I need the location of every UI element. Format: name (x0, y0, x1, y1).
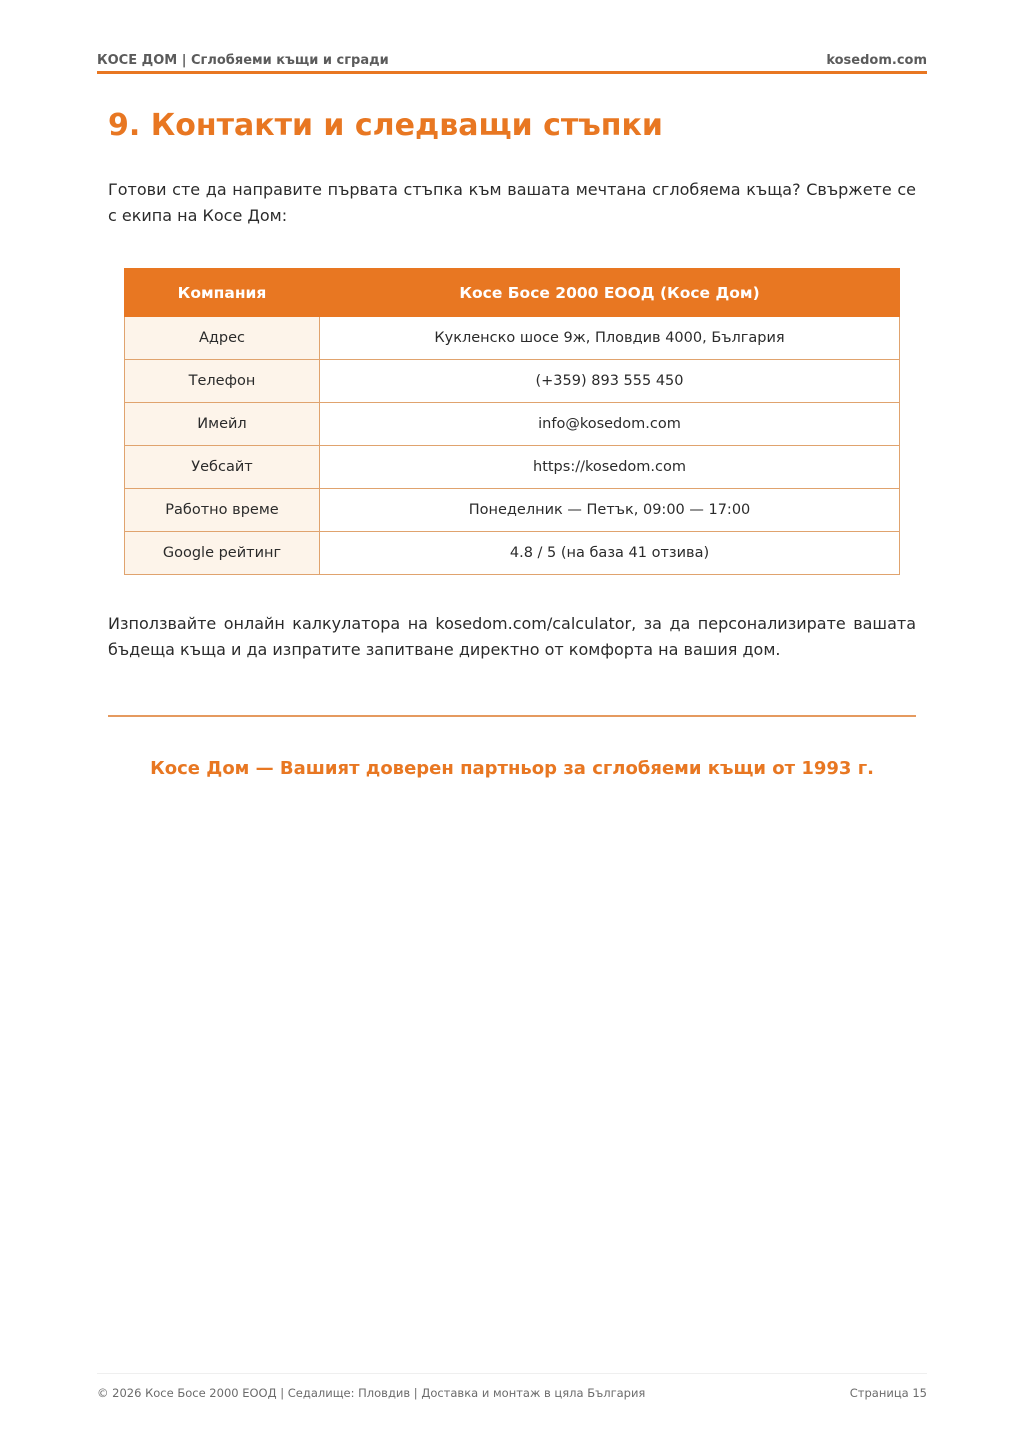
table-row (125, 403, 900, 446)
page-number: Страница 15 (849, 1386, 927, 1400)
section-divider (108, 715, 916, 717)
table-row (125, 360, 900, 403)
page-header (97, 49, 927, 71)
row-label: Работно време (125, 489, 320, 532)
footer-copyright: © 2026 Косе Босе 2000 ЕООД | Седалище: Пловдив | Доставка и монтаж в цяла България (97, 1386, 646, 1400)
table-row (125, 446, 900, 489)
table-header-label: Компания (125, 269, 320, 317)
row-label: Имейл (125, 403, 320, 446)
row-value: https://kosedom.com (320, 446, 900, 489)
table-row (125, 489, 900, 532)
table-header-row (125, 269, 900, 317)
tagline: Косе Дом — Вашият доверен партньор за сглобяеми къщи от 1993 г. (150, 758, 874, 779)
header-divider (97, 71, 927, 74)
page-title: 9. Контакти и следващи стъпки (108, 108, 663, 143)
row-value: 4.8 / 5 (на база 41 отзива) (320, 532, 900, 575)
row-label: Уебсайт (125, 446, 320, 489)
row-label: Адрес (125, 317, 320, 360)
table-row (125, 317, 900, 360)
contact-table (124, 268, 900, 575)
row-label: Google рейтинг (125, 532, 320, 575)
outro-paragraph: Използвайте онлайн калкулатора на kosedom.com/calculator, за да персонализирате вашата бъдеща къща и да изпратите запитване директно от комфорта на вашия дом. (108, 614, 916, 659)
row-value: Понеделник — Петък, 09:00 — 17:00 (320, 489, 900, 532)
row-label: Телефон (125, 360, 320, 403)
row-value: (+359) 893 555 450 (320, 360, 900, 403)
intro-paragraph: Готови сте да направите първата стъпка към вашата мечтана сглобяема къща? Свържете се с екипа на Косе Дом: (108, 180, 916, 225)
header-site: kosedom.com (826, 52, 927, 68)
footer-divider (97, 1373, 927, 1374)
header-brand: КОСЕ ДОМ | Сглобяеми къщи и сгради (97, 52, 389, 68)
row-value: info@kosedom.com (320, 403, 900, 446)
table-header-value: Косе Босе 2000 ЕООД (Косе Дом) (320, 269, 900, 317)
table-row (125, 532, 900, 575)
page-footer (97, 1386, 927, 1400)
row-value: Кукленско шосе 9ж, Пловдив 4000, България (320, 317, 900, 360)
